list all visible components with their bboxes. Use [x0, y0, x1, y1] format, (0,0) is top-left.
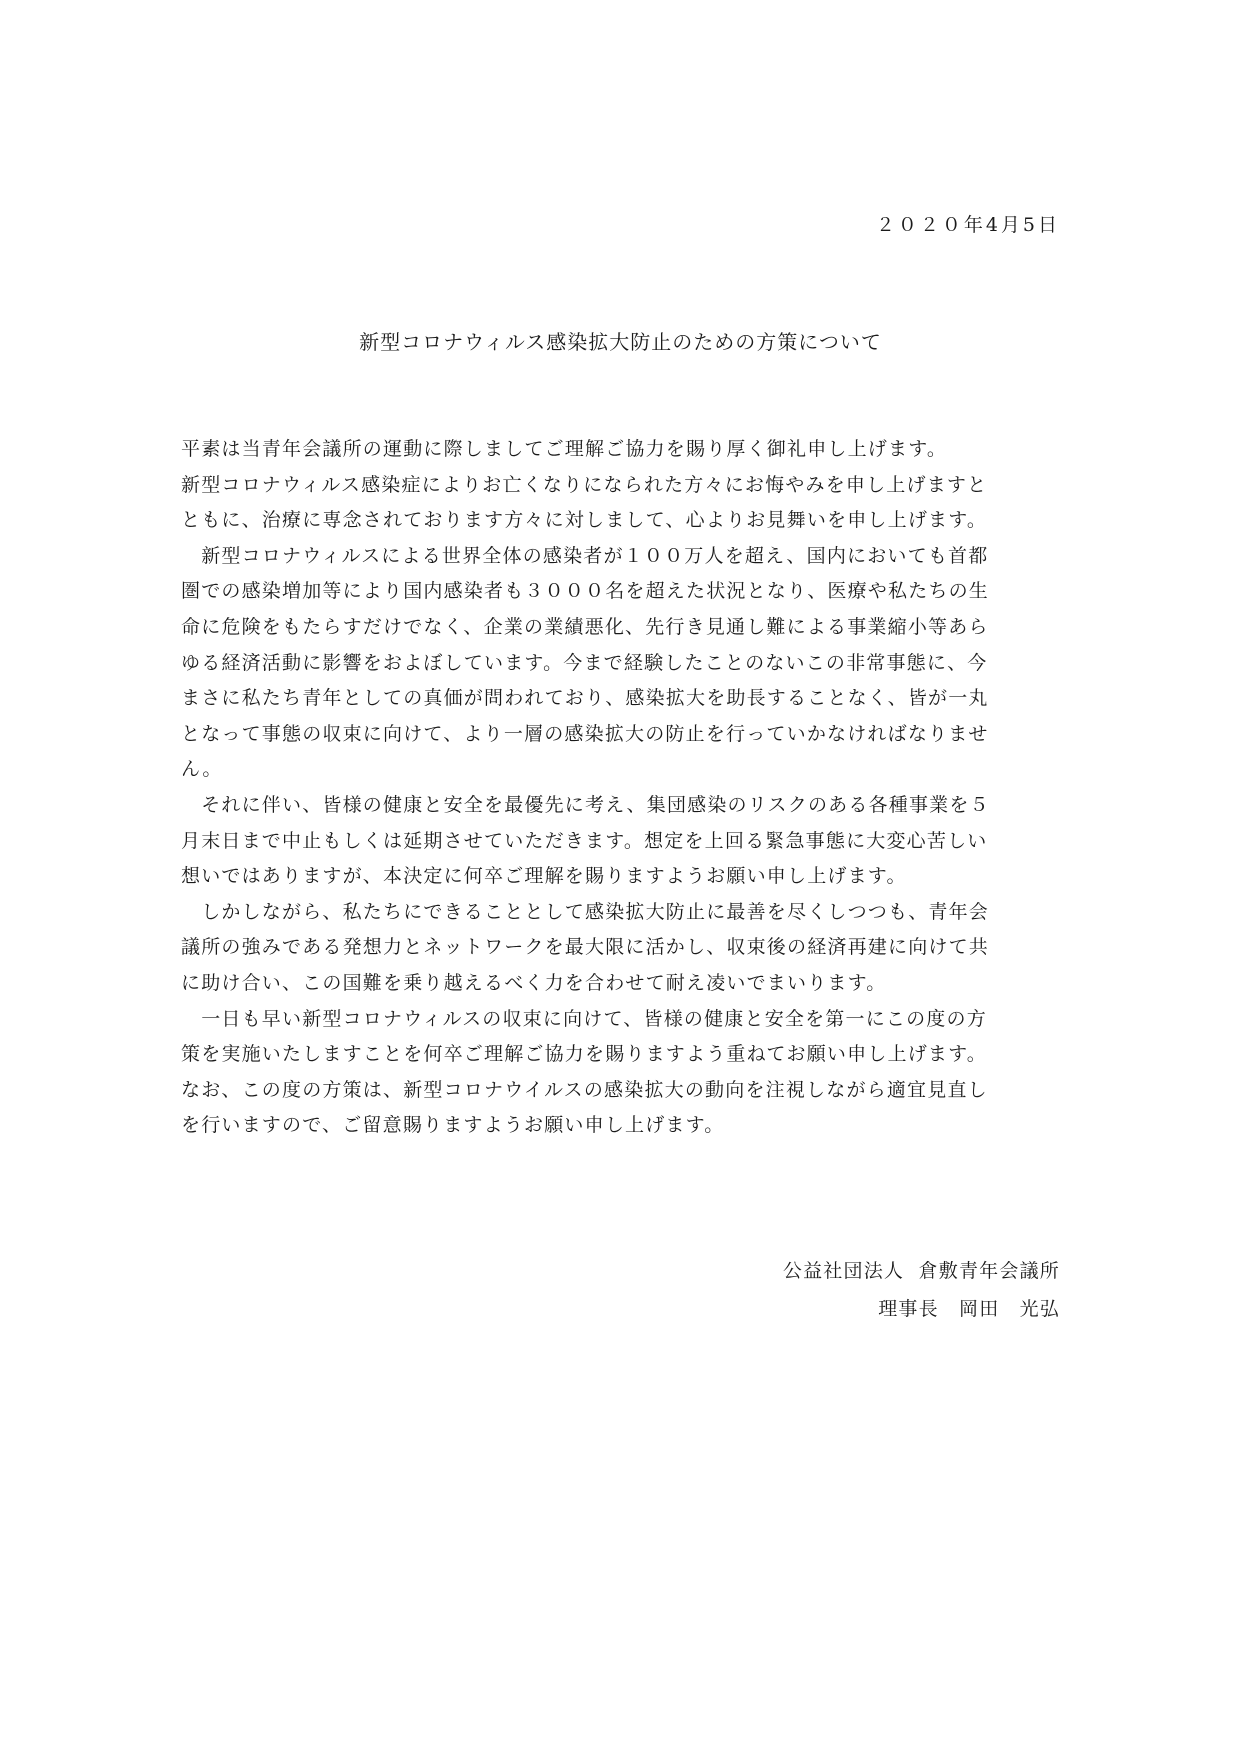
body-line: 策を実施いたしますことを何卒ご理解ご協力を賜りますよう重ねてお願い申し上げます。: [181, 1043, 988, 1066]
body-line: 新型コロナウィルス感染症によりお亡くなりになられた方々にお悔やみを申し上げますと: [181, 473, 988, 496]
body-line: ん。: [181, 758, 223, 781]
document-body: [181, 432, 1061, 1144]
body-line: となって事態の収束に向けて、より一層の感染拡大の防止を行っていかなければなりませ: [181, 722, 989, 745]
body-line: 議所の強みである発想力とネットワークを最大限に活かし、収束後の経済再建に向けて共: [181, 936, 990, 959]
body-line: ゆる経済活動に影響をおよぼしています。今まで経験したことのないこの非常事態に、今: [181, 651, 988, 674]
body-line: に助け合い、この国難を乗り越えるべく力を合わせて耐え凌いでまいります。: [181, 971, 887, 994]
body-line: 平素は当青年会議所の運動に際しましてご理解ご協力を賜り厚く御礼申し上げます。: [181, 438, 948, 460]
body-line: 一日も早い新型コロナウィルスの収束に向けて、皆様の健康と安全を第一にこの度の方: [181, 1007, 987, 1030]
body-line: ともに、治療に専念されております方々に対しまして、心よりお見舞いを申し上げます。: [181, 509, 988, 532]
body-line: 想いではありますが、本決定に何卒ご理解を賜りますようお願い申し上げます。: [181, 865, 907, 888]
signatory-name: 理事長 岡田 光弘: [878, 1298, 1060, 1320]
signature-block: [783, 1252, 1060, 1328]
body-line: なお、この度の方策は、新型コロナウイルスの感染拡大の動向を注視しながら適宜見直し: [181, 1078, 988, 1101]
body-line: しかしながら、私たちにできることとして感染拡大防止に最善を尽くしつつも、青年会: [181, 900, 990, 923]
body-line: 月末日まで中止もしくは延期させていただきます。想定を上回る緊急事態に大変心苦しい: [181, 829, 988, 852]
body-line: を行いますので、ご留意賜りますようお願い申し上げます。: [181, 1114, 725, 1137]
body-line: 新型コロナウィルスによる世界全体の感染者が１００万人を超え、国内においても首都: [181, 544, 989, 567]
document-title: 新型コロナウィルス感染拡大防止のための方策について: [359, 330, 882, 354]
body-line: 圏での感染増加等により国内感染者も３０００名を超えた状況となり、医療や私たちの生: [181, 580, 990, 603]
body-line: 命に危険をもたらすだけでなく、企業の業績悪化、先行き見通し難による事業縮小等あら: [181, 615, 989, 638]
document-date: ２０２０年4月5日: [875, 214, 1060, 236]
body-line: それに伴い、皆様の健康と安全を最優先に考え、集団感染のリスクのある各種事業を５: [181, 793, 990, 816]
organization-name: 公益社団法人 倉敷青年会議所: [782, 1260, 1060, 1282]
body-line: まさに私たち青年としての真価が問われており、感染拡大を助長することなく、皆が一丸: [181, 687, 989, 710]
